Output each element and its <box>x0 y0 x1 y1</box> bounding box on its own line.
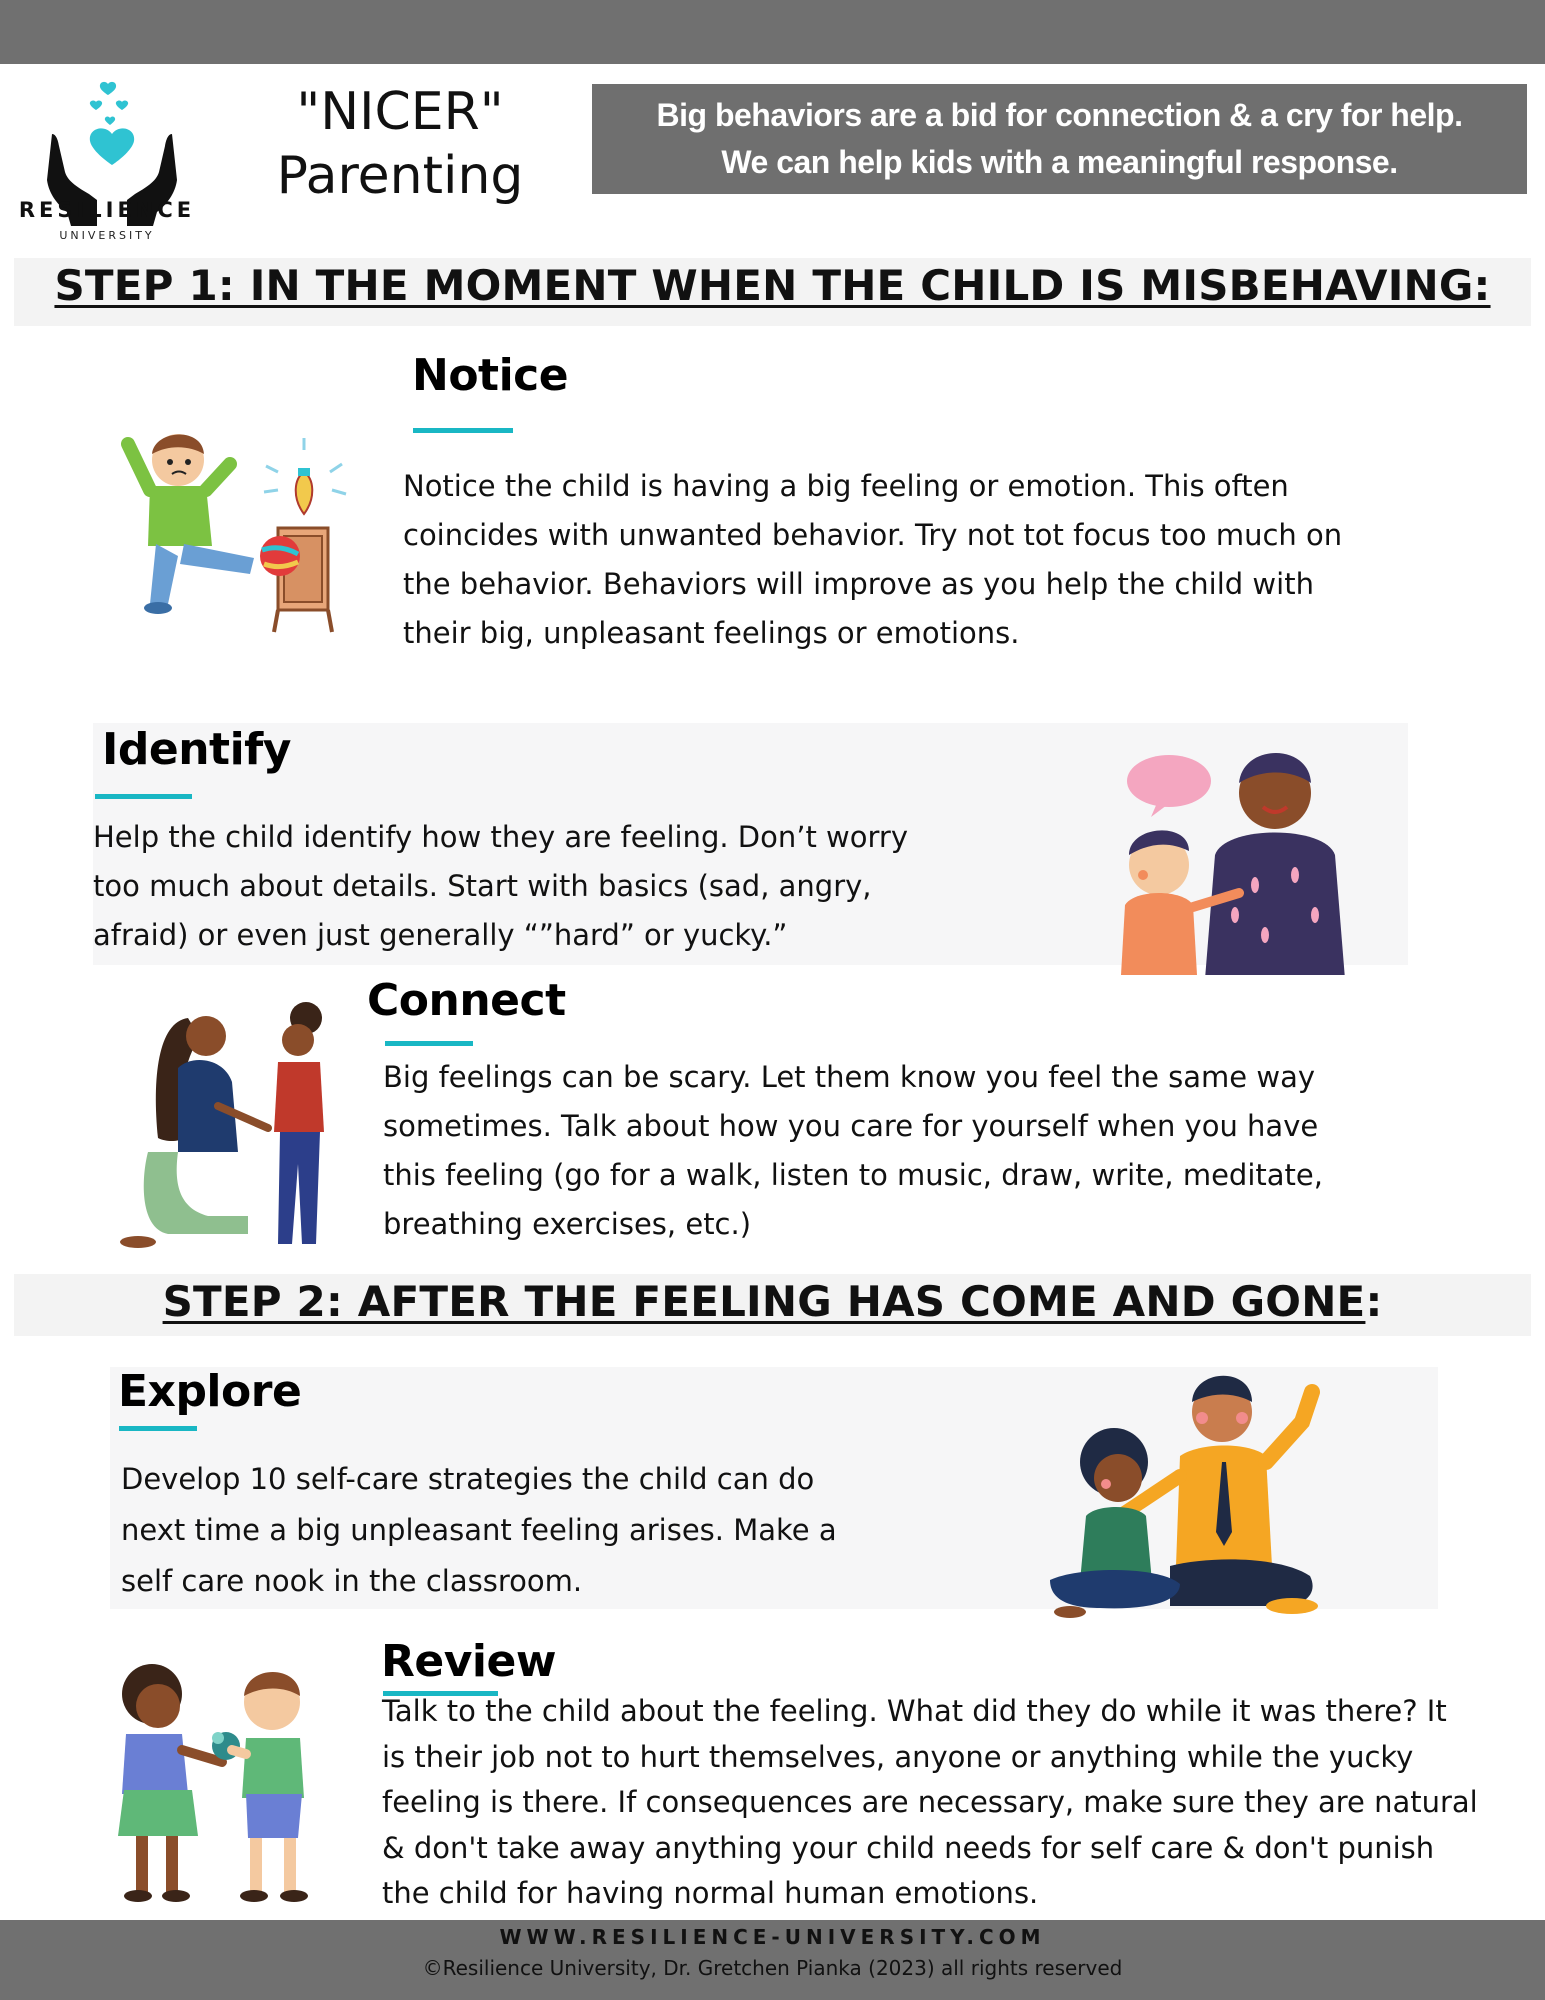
sitting-adult-child-illustration <box>1030 1366 1340 1626</box>
notice-underline <box>413 428 513 433</box>
connect-underline <box>385 1041 473 1046</box>
review-heading: Review <box>381 1636 556 1687</box>
explore-text: Develop 10 self-care strategies the child can do next time a big unpleasant feeling arises. Make a self care nook in the classroom. <box>121 1462 837 1598</box>
notice-heading: Notice <box>412 350 569 401</box>
connect-heading: Connect <box>367 975 566 1026</box>
identify-underline <box>95 794 192 799</box>
explore-underline <box>119 1426 197 1431</box>
review-text: Talk to the child about the feeling. What did they do while it was there? It is their job not to hurt themselves, anyone or anything while the yucky feeling is there. If consequences are necessary, make sure they are natural & don't take away anything your child needs for self care & don't punish the child for having normal human emotions. <box>382 1694 1478 1910</box>
page-title-line1: "NICER" <box>296 82 504 142</box>
step2-heading: STEP 2: AFTER THE FEELING HAS COME AND GONE: <box>162 1277 1383 1326</box>
brand-subtitle: UNIVERSITY <box>59 229 155 242</box>
step1-heading: STEP 1: IN THE MOMENT WHEN THE CHILD IS MISBEHAVING: <box>54 261 1491 310</box>
identify-heading: Identify <box>102 724 291 775</box>
brand-name: RESILIENCE <box>18 198 196 222</box>
connect-text: Big feelings can be scary. Let them know you feel the same way sometimes. Talk about how you care for yourself when you have this feeling (go for a walk, listen to music, draw, write, meditate, breathing exercises, etc.) <box>383 1060 1323 1241</box>
angry-child-kicking-illustration <box>108 410 348 640</box>
footer-copyright: ©Resilience University, Dr. Gretchen Pianka (2023) all rights reserved <box>422 1956 1123 1980</box>
children-sharing-illustration <box>96 1650 346 1912</box>
banner-line2: We can help kids with a meaningful response. <box>721 144 1398 180</box>
explore-heading: Explore <box>118 1366 302 1417</box>
top-bar <box>0 0 1545 64</box>
parent-child-talking-illustration <box>1095 735 1375 975</box>
notice-text: Notice the child is having a big feeling or emotion. This often coincides with unwanted behavior. Try not tot focus too much on the behavior. Behaviors will improve as you help the child with their big, unpleasant feelings or emotions. <box>403 469 1343 650</box>
banner-line1: Big behaviors are a bid for connection & a cry for help. <box>656 97 1463 133</box>
identify-text: Help the child identify how they are feeling. Don’t worry too much about details. Start with basics (sad, angry, afraid) or even just generally “”hard” or yucky.” <box>93 820 909 952</box>
hands-heart-icon <box>22 72 202 252</box>
kneeling-mother-child-illustration <box>118 996 338 1258</box>
footer-website[interactable]: WWW.RESILIENCE-UNIVERSITY.COM <box>499 1925 1046 1949</box>
header-banner <box>592 84 1527 194</box>
page-title-line2: Parenting <box>276 146 524 206</box>
